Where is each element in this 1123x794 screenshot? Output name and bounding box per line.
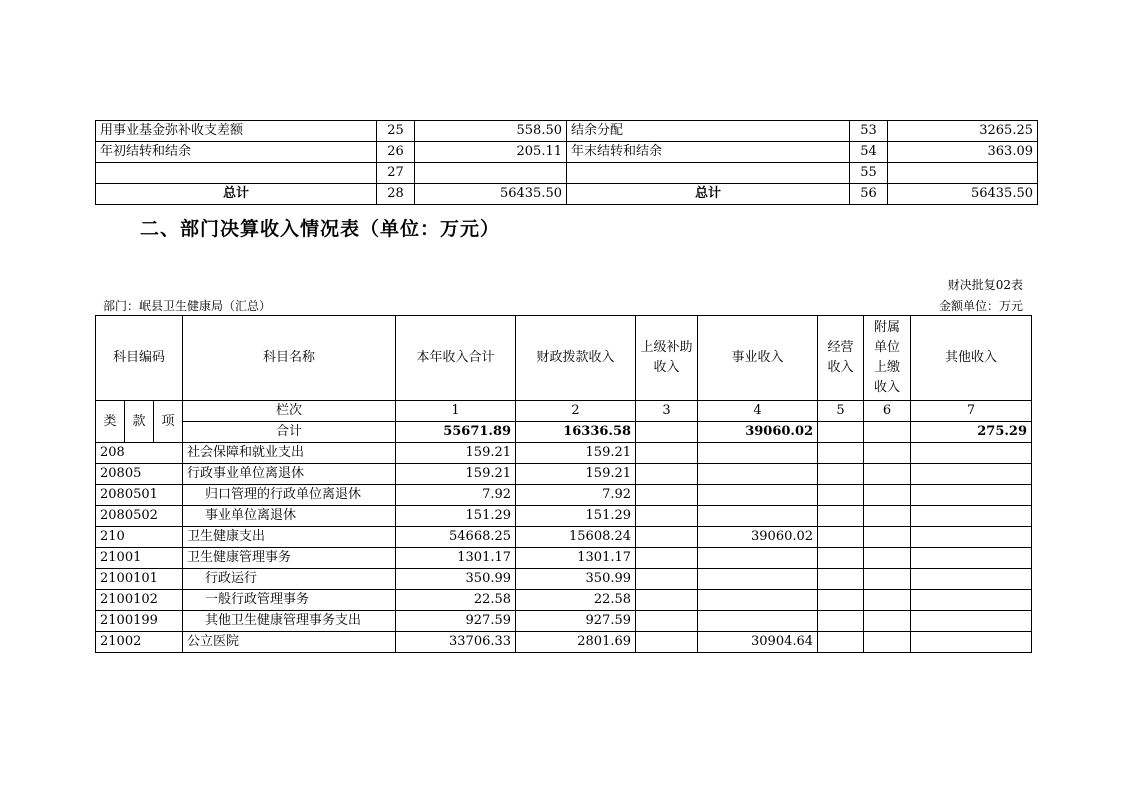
row-business xyxy=(698,443,818,464)
header-superior: 上级补助收入 xyxy=(636,316,698,401)
row-fiscal: 151.29 xyxy=(516,506,636,527)
column-number: 5 xyxy=(818,401,864,422)
row-total: 927.59 xyxy=(396,611,516,632)
row-other xyxy=(911,464,1032,485)
total-operating xyxy=(818,422,864,443)
row-name: 卫生健康支出 xyxy=(183,527,396,548)
row-superior xyxy=(636,590,698,611)
header-row xyxy=(96,316,1032,401)
row-operating xyxy=(818,569,864,590)
income-table xyxy=(95,315,1032,653)
right-row-no: 53 xyxy=(850,121,888,142)
table-row xyxy=(96,485,1032,506)
row-superior xyxy=(636,527,698,548)
row-operating xyxy=(818,485,864,506)
column-number: 6 xyxy=(864,401,911,422)
row-code: 2080501 xyxy=(96,485,183,506)
row-operating xyxy=(818,548,864,569)
table-row xyxy=(96,443,1032,464)
total-label: 合计 xyxy=(183,422,396,443)
header-operating: 经营收入 xyxy=(818,316,864,401)
row-affiliated xyxy=(864,548,911,569)
row-code: 20805 xyxy=(96,464,183,485)
row-name: 卫生健康管理事务 xyxy=(183,548,396,569)
header-code: 科目编码 xyxy=(96,316,183,401)
right-row-no: 56 xyxy=(850,184,888,205)
row-other xyxy=(911,485,1032,506)
left-row-no: 27 xyxy=(377,163,415,184)
row-name: 社会保障和就业支出 xyxy=(183,443,396,464)
row-affiliated xyxy=(864,632,911,653)
row-other xyxy=(911,527,1032,548)
left-item-name xyxy=(96,163,377,184)
row-fiscal: 159.21 xyxy=(516,464,636,485)
row-affiliated xyxy=(864,443,911,464)
row-name: 一般行政管理事务 xyxy=(183,590,396,611)
right-total-label: 总计 xyxy=(567,184,850,205)
row-total: 159.21 xyxy=(396,443,516,464)
row-total: 151.29 xyxy=(396,506,516,527)
row-operating xyxy=(818,527,864,548)
total-affiliated xyxy=(864,422,911,443)
row-superior xyxy=(636,569,698,590)
row-code: 208 xyxy=(96,443,183,464)
row-total: 33706.33 xyxy=(396,632,516,653)
column-label: 栏次 xyxy=(183,401,396,422)
row-business xyxy=(698,548,818,569)
row-other xyxy=(911,590,1032,611)
total-fiscal: 16336.58 xyxy=(516,422,636,443)
row-business: 30904.64 xyxy=(698,632,818,653)
row-name: 公立医院 xyxy=(183,632,396,653)
right-item-name: 结余分配 xyxy=(567,121,850,142)
row-fiscal: 159.21 xyxy=(516,443,636,464)
header-lei: 类 xyxy=(96,401,125,443)
total-business: 39060.02 xyxy=(698,422,818,443)
right-amount: 363.09 xyxy=(888,142,1038,163)
table-row xyxy=(96,464,1032,485)
amount-unit-label: 金额单位：万元 xyxy=(938,299,1023,313)
table-row xyxy=(96,506,1032,527)
row-business xyxy=(698,485,818,506)
column-number: 3 xyxy=(636,401,698,422)
column-number: 2 xyxy=(516,401,636,422)
row-fiscal: 2801.69 xyxy=(516,632,636,653)
right-row-no: 54 xyxy=(850,142,888,163)
row-total: 1301.17 xyxy=(396,548,516,569)
right-row-no: 55 xyxy=(850,163,888,184)
right-amount: 56435.50 xyxy=(888,184,1038,205)
total-superior xyxy=(636,422,698,443)
row-superior xyxy=(636,632,698,653)
row-fiscal: 15608.24 xyxy=(516,527,636,548)
row-other xyxy=(911,569,1032,590)
header-kuan: 款 xyxy=(125,401,154,443)
column-number-row xyxy=(96,401,1032,422)
row-code: 210 xyxy=(96,527,183,548)
row-code: 21001 xyxy=(96,548,183,569)
row-affiliated xyxy=(864,527,911,548)
column-number: 1 xyxy=(396,401,516,422)
row-business: 39060.02 xyxy=(698,527,818,548)
form-number: 财决批复02表 xyxy=(947,278,1023,292)
row-other xyxy=(911,611,1032,632)
row-affiliated xyxy=(864,611,911,632)
column-number: 4 xyxy=(698,401,818,422)
row-code: 2080502 xyxy=(96,506,183,527)
left-amount: 56435.50 xyxy=(415,184,567,205)
row-name: 归口管理的行政单位离退休 xyxy=(183,485,396,506)
right-item-name xyxy=(567,163,850,184)
row-business xyxy=(698,569,818,590)
row-name: 其他卫生健康管理事务支出 xyxy=(183,611,396,632)
row-fiscal: 350.99 xyxy=(516,569,636,590)
row-total: 350.99 xyxy=(396,569,516,590)
left-total-label: 总计 xyxy=(96,184,377,205)
department-label: 部门：岷县卫生健康局（汇总） xyxy=(103,299,272,313)
header-fiscal: 财政拨款收入 xyxy=(516,316,636,401)
row-business xyxy=(698,464,818,485)
row-name: 行政运行 xyxy=(183,569,396,590)
header-affiliated: 附属单位上缴收入 xyxy=(864,316,911,401)
row-affiliated xyxy=(864,464,911,485)
row-fiscal: 22.58 xyxy=(516,590,636,611)
row-affiliated xyxy=(864,590,911,611)
total-amount: 55671.89 xyxy=(396,422,516,443)
left-amount: 205.11 xyxy=(415,142,567,163)
left-amount xyxy=(415,163,567,184)
table-row xyxy=(96,527,1032,548)
row-operating xyxy=(818,632,864,653)
row-other xyxy=(911,548,1032,569)
row-code: 2100199 xyxy=(96,611,183,632)
table-row xyxy=(96,611,1032,632)
row-operating xyxy=(818,590,864,611)
table-row xyxy=(96,142,1038,163)
row-other xyxy=(911,443,1032,464)
table-row xyxy=(96,121,1038,142)
row-operating xyxy=(818,611,864,632)
header-total: 本年收入合计 xyxy=(396,316,516,401)
right-amount: 3265.25 xyxy=(888,121,1038,142)
table-row xyxy=(96,548,1032,569)
row-code: 21002 xyxy=(96,632,183,653)
left-row-no: 28 xyxy=(377,184,415,205)
balance-continuation-table xyxy=(95,120,1038,205)
table-row xyxy=(96,632,1032,653)
row-superior xyxy=(636,485,698,506)
row-business xyxy=(698,590,818,611)
row-code: 2100102 xyxy=(96,590,183,611)
row-business xyxy=(698,506,818,527)
row-operating xyxy=(818,443,864,464)
right-item-name: 年末结转和结余 xyxy=(567,142,850,163)
left-item-name: 用事业基金弥补收支差额 xyxy=(96,121,377,142)
row-superior xyxy=(636,611,698,632)
row-code: 2100101 xyxy=(96,569,183,590)
header-other: 其他收入 xyxy=(911,316,1032,401)
right-amount xyxy=(888,163,1038,184)
row-superior xyxy=(636,443,698,464)
total-row xyxy=(96,422,1032,443)
header-name: 科目名称 xyxy=(183,316,396,401)
row-business xyxy=(698,611,818,632)
header-business: 事业收入 xyxy=(698,316,818,401)
row-total: 22.58 xyxy=(396,590,516,611)
row-fiscal: 927.59 xyxy=(516,611,636,632)
row-name: 行政事业单位离退休 xyxy=(183,464,396,485)
row-total: 54668.25 xyxy=(396,527,516,548)
total-other: 275.29 xyxy=(911,422,1032,443)
row-fiscal: 1301.17 xyxy=(516,548,636,569)
row-affiliated xyxy=(864,485,911,506)
row-total: 7.92 xyxy=(396,485,516,506)
row-other xyxy=(911,506,1032,527)
row-superior xyxy=(636,548,698,569)
row-operating xyxy=(818,506,864,527)
row-total: 159.21 xyxy=(396,464,516,485)
left-row-no: 25 xyxy=(377,121,415,142)
left-amount: 558.50 xyxy=(415,121,567,142)
row-affiliated xyxy=(864,569,911,590)
row-operating xyxy=(818,464,864,485)
row-affiliated xyxy=(864,506,911,527)
table-row xyxy=(96,590,1032,611)
row-name: 事业单位离退休 xyxy=(183,506,396,527)
row-other xyxy=(911,632,1032,653)
row-superior xyxy=(636,506,698,527)
header-xiang: 项 xyxy=(154,401,183,443)
row-superior xyxy=(636,464,698,485)
column-number: 7 xyxy=(911,401,1032,422)
table-row xyxy=(96,163,1038,184)
table-row-total xyxy=(96,184,1038,205)
row-fiscal: 7.92 xyxy=(516,485,636,506)
section-title: 二、部门决算收入情况表（单位：万元） xyxy=(140,218,501,240)
left-row-no: 26 xyxy=(377,142,415,163)
left-item-name: 年初结转和结余 xyxy=(96,142,377,163)
table-row xyxy=(96,569,1032,590)
